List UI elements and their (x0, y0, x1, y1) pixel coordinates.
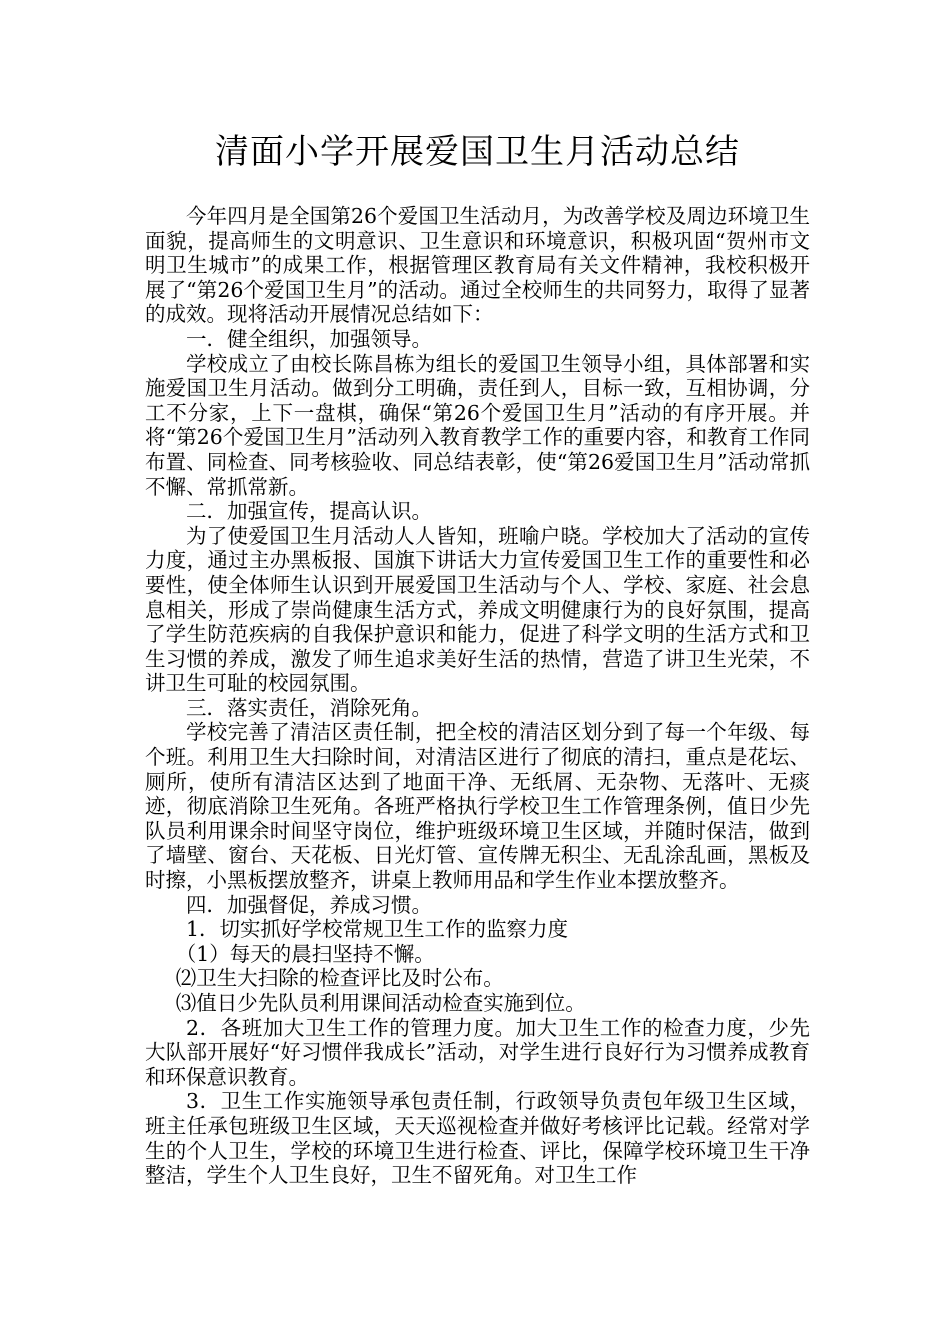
sub-item-2: ⑵卫生大扫除的检查评比及时公布。 (175, 966, 504, 991)
sub-item-1: （1）每天的晨扫坚持不懈。 (175, 941, 435, 966)
list-item-2: 2．各班加大卫生工作的管理力度。加大卫生工作的检查力度，少先大队部开展好“好习惯伴我成长”活动，对学生进行良好行为习惯养成教育和环保意识教育。 (145, 1015, 810, 1089)
section-heading-2: 二．加强宣传，提高认识。 (186, 499, 432, 524)
section-heading-4: 四．加强督促，养成习惯。 (186, 892, 432, 917)
paragraph-1: 学校成立了由校长陈昌栋为组长的爱国卫生领导小组，具体部署和实施爱国卫生月活动。做到分工明确，责任到人，目标一致，互相协调，分工不分家，上下一盘棋，确保“第26个爱国卫生月”活动的有序开展。并将“第26个爱国卫生月”活动列入教育教学工作的重要内容，和教育工作同布置、同检查、同考核验收、同总结表彰，使“第26爱国卫生月”活动常抓不懈、常抓常新。 (145, 351, 810, 499)
section-heading-1: 一．健全组织，加强领导。 (186, 326, 432, 351)
list-item-3: 3．卫生工作实施领导承包责任制，行政领导负责包年级卫生区域，班主任承包班级卫生区域，天天巡视检查并做好考核评比记载。经常对学生的个人卫生，学校的环境卫生进行检查、评比，保障学校环境卫生干净整洁，学生个人卫生良好，卫生不留死角。对卫生工作 (145, 1089, 810, 1188)
paragraph-3: 学校完善了清洁区责任制，把全校的清洁区划分到了每一个年级、每个班。利用卫生大扫除时间，对清洁区进行了彻底的清扫，重点是花坛、厕所，使所有清洁区达到了地面干净、无纸屑、无杂物、无落叶、无痰迹，彻底消除卫生死角。各班严格执行学校卫生工作管理条例，值日少先队员利用课余时间坚守岗位，维护班级环境卫生区域，并随时保洁，做到了墙壁、窗台、天花板、日光灯管、宣传牌无积尘、无乱涂乱画，黑板及时擦，小黑板摆放整齐，讲桌上教师用品和学生作业本摆放整齐。 (145, 720, 810, 893)
paragraph-2: 为了使爱国卫生月活动人人皆知，班喻户晓。学校加大了活动的宣传力度，通过主办黑板报、国旗下讲话大力宣传爱国卫生工作的重要性和必要性，使全体师生认识到开展爱国卫生活动与个人、学校、家庭、社会息息相关，形成了崇尚健康生活方式，养成文明健康行为的良好氛围，提高了学生防范疾病的自我保护意识和能力，促进了科学文明的生活方式和卫生习惯的养成，激发了师生追求美好生活的热情，营造了讲卫生光荣，不讲卫生可耻的校园氛围。 (145, 523, 810, 696)
section-heading-3: 三．落实责任，消除死角。 (186, 695, 432, 720)
document-title: 清面小学开展爱国卫生月活动总结 (215, 132, 740, 172)
sub-item-3: ⑶值日少先队员利用课间活动检查实施到位。 (175, 991, 586, 1015)
document-body (145, 204, 810, 1188)
list-item-1: 1．切实抓好学校常规卫生工作的监察力度 (186, 917, 569, 942)
paragraph-intro: 今年四月是全国第26个爱国卫生活动月，为改善学校及周边环境卫生面貌，提高师生的文明意识、卫生意识和环境意识，积极巩固“贺州市文明卫生城市”的成果工作，根据管理区教育局有关文件精神，我校积极开展了“第26个爱国卫生月”的活动。通过全校师生的共同努力，取得了显著的成效。现将活动开展情况总结如下： (145, 204, 810, 327)
